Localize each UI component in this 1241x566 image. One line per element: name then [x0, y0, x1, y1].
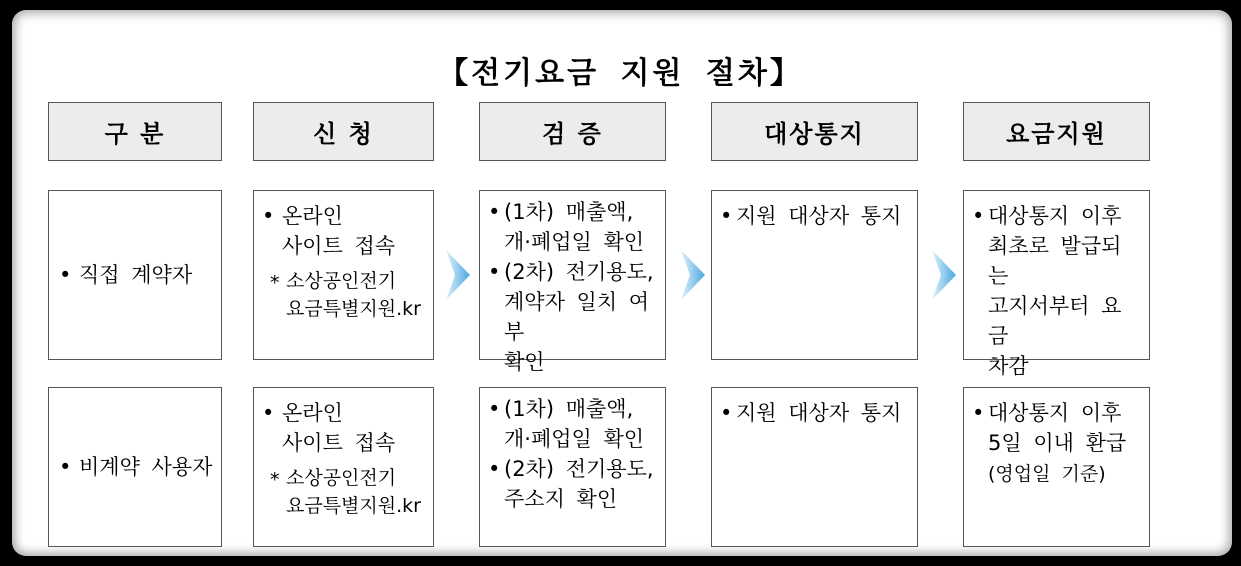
header-verify: 검 증: [479, 102, 666, 161]
row1-apply-note-line1: 소상공인전기: [286, 270, 397, 292]
row2-support-line3: (영업일 기준): [988, 463, 1106, 485]
row2-apply-cell: [253, 387, 434, 547]
header-support: 요금지원: [963, 102, 1150, 161]
row1-category: • 직접 계약자: [59, 260, 192, 290]
flow-arrow-icon: [446, 250, 470, 300]
row1-verify-line3: (2차) 전기용도,: [504, 260, 654, 284]
row1-verify-cell: [479, 190, 666, 374]
row1-support-line1: 대상통지 이후: [988, 204, 1122, 228]
row1-apply-note-line2: 요금특별지원.kr: [286, 298, 421, 320]
row2-verify-line1: (1차) 매출액,: [504, 397, 634, 421]
row2-verify-cell: [479, 387, 666, 547]
row2-apply-note-line1: 소상공인전기: [286, 467, 397, 489]
row1-support-line2: 최초로 발급되는: [988, 234, 1122, 288]
row1-verify-line4: 계약자 일치 여부: [504, 290, 650, 344]
row2-apply-note-line2: 요금특별지원.kr: [286, 495, 421, 517]
row2-support-cell: [963, 387, 1150, 547]
row1-apply-line2: 사이트 접속: [282, 234, 396, 258]
row2-notify: • 지원 대상자 통지: [720, 398, 909, 428]
header-apply: 신 청: [253, 102, 434, 161]
row2-notify-cell: [711, 387, 918, 547]
row2-apply-note-mark: *: [270, 469, 280, 491]
row1-notify: • 지원 대상자 통지: [720, 201, 909, 231]
row1-support-cell: [963, 190, 1150, 378]
row2-category: • 비계약 사용자: [59, 452, 212, 482]
row2-support-line1: 대상통지 이후: [988, 401, 1122, 425]
diagram-title: 【전기요금 지원 절차】: [438, 56, 803, 91]
row2-verify-line2: 개·폐업일 확인: [504, 427, 645, 451]
row2-support-line2: 5일 이내 환급: [988, 431, 1127, 455]
header-category: 구 분: [48, 102, 222, 161]
flow-arrow-icon: [681, 250, 705, 300]
row1-apply-cell: [253, 190, 434, 360]
row1-support-line4: 차감: [988, 354, 1029, 378]
row2-apply-line1: 온라인: [282, 401, 343, 425]
header-notify: 대상통지: [711, 102, 918, 161]
row2-verify-line3: (2차) 전기용도,: [504, 457, 654, 481]
row2-apply-line2: 사이트 접속: [282, 431, 396, 455]
row1-category-cell: [48, 190, 222, 360]
flow-arrow-icon: [932, 250, 956, 300]
row1-notify-cell: [711, 190, 918, 360]
row1-apply-line1: 온라인: [282, 204, 343, 228]
row1-verify-line5: 확인: [504, 350, 545, 374]
row1-verify-line2: 개·폐업일 확인: [504, 230, 645, 254]
row2-verify-line4: 주소지 확인: [504, 487, 618, 511]
row1-apply-note-mark: *: [270, 272, 280, 294]
row1-support-line3: 고지서부터 요금: [988, 294, 1122, 348]
row2-category-cell: [48, 387, 222, 547]
row1-verify-line1: (1차) 매출액,: [504, 200, 634, 224]
